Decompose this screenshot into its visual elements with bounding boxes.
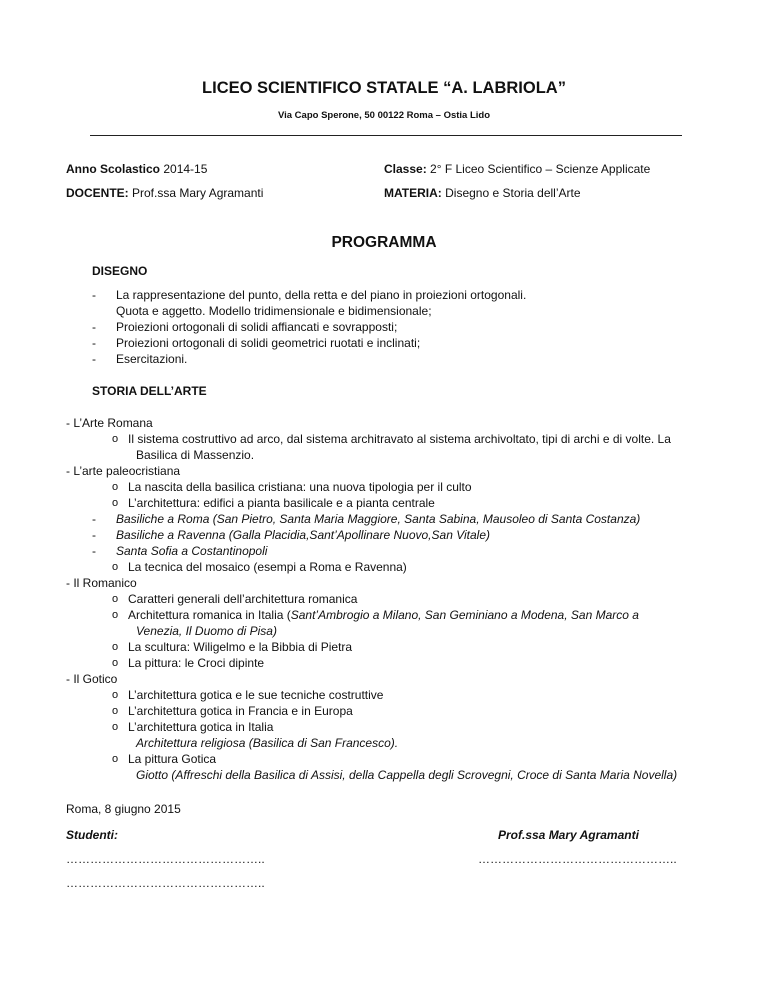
docente-label: DOCENTE: <box>66 186 129 200</box>
classe-value: 2° F Liceo Scientifico – Scienze Applicate <box>426 162 651 176</box>
list-item: L’architettura gotica in Francia e in Europa <box>128 704 353 718</box>
list-item: Architettura religiosa (Basilica di San Francesco). <box>136 736 399 750</box>
teacher-name: Prof.ssa Mary Agramanti <box>498 828 639 842</box>
list-item: La pittura: le Croci dipinte <box>128 656 265 670</box>
list-item: La pittura Gotica <box>128 752 217 766</box>
circle-bullet: o <box>112 753 119 765</box>
list-item <box>128 608 639 622</box>
circle-bullet: o <box>112 593 119 605</box>
student-signature-line: ………………………………………….. <box>66 852 265 866</box>
list-item: La scultura: Wiligelmo e la Bibbia di Pietra <box>128 640 353 654</box>
list-item: La nascita della basilica cristiana: una nuova tipologia per il culto <box>128 480 472 494</box>
materia-value: Disegno e Storia dell’Arte <box>441 186 581 200</box>
date: Roma, 8 giugno 2015 <box>66 802 181 816</box>
school-name: LICEO SCIENTIFICO STATALE “A. LABRIOLA” <box>202 79 566 97</box>
circle-bullet: o <box>112 481 119 493</box>
list-item: Basiliche a Ravenna (Galla Placidia,Sant’Apollinare Nuovo,San Vitale) <box>116 528 490 542</box>
disegno-item: Quota e aggetto. Modello tridimensionale e bidimensionale; <box>116 304 432 318</box>
circle-bullet: o <box>112 497 119 509</box>
disegno-dash: - <box>92 352 96 366</box>
list-item: La tecnica del mosaico (esempi a Roma e Ravenna) <box>128 560 407 574</box>
disegno-item: Proiezioni ortogonali di solidi geometrici ruotati e inclinati; <box>116 336 421 350</box>
student-signature-line: ………………………………………….. <box>66 876 265 890</box>
docente <box>66 186 263 200</box>
anno-value: 2014-15 <box>160 162 208 176</box>
list-item: Basiliche a Roma (San Pietro, Santa Maria Maggiore, Santa Sabina, Mausoleo di Santa Costanza) <box>116 512 641 526</box>
list-item-plain: Architettura romanica in Italia ( <box>128 608 291 622</box>
anno-label: Anno Scolastico <box>66 162 161 176</box>
disegno-item: Esercitazioni. <box>116 352 188 366</box>
disegno-item: Proiezioni ortogonali di solidi affiancati e sovrapposti; <box>116 320 398 334</box>
disegno-heading: DISEGNO <box>92 264 148 278</box>
programma-title: PROGRAMMA <box>331 234 437 251</box>
list-item: L’architettura: edifici a pianta basilicale e a pianta centrale <box>128 496 435 510</box>
anno-scolastico <box>66 162 207 176</box>
circle-bullet: o <box>112 721 119 733</box>
docente-value: Prof.ssa Mary Agramanti <box>128 186 264 200</box>
list-item: Giotto (Affreschi della Basilica di Assisi, della Cappella degli Scrovegni, Croce di Santa Maria Novella) <box>136 768 678 782</box>
storia-heading: STORIA DELL’ARTE <box>92 384 207 398</box>
classe <box>384 162 650 176</box>
teacher-signature-line: ………………………………………….. <box>478 852 677 866</box>
circle-bullet: o <box>112 433 119 445</box>
section-arte-paleocristiana: - L’arte paleocristiana <box>66 464 181 478</box>
dash-bullet: - <box>92 544 96 558</box>
list-item-italic: Sant’Ambrogio a Milano, San Geminiano a Modena, San Marco a <box>290 608 639 622</box>
list-item: L’architettura gotica in Italia <box>128 720 274 734</box>
circle-bullet: o <box>112 657 119 669</box>
header-divider <box>90 135 682 136</box>
list-item: Santa Sofia a Costantinopoli <box>116 544 268 558</box>
disegno-dash: - <box>92 320 96 334</box>
circle-bullet: o <box>112 609 119 621</box>
circle-bullet: o <box>112 641 119 653</box>
dash-bullet: - <box>92 528 96 542</box>
list-item: Basilica di Massenzio. <box>136 448 255 462</box>
school-address: Via Capo Sperone, 50 00122 Roma – Ostia Lido <box>277 110 491 121</box>
list-item: Caratteri generali dell’architettura romanica <box>128 592 358 606</box>
list-item: L’architettura gotica e le sue tecniche costruttive <box>128 688 384 702</box>
section-arte-romana: - L’Arte Romana <box>66 416 153 430</box>
section-gotico: - Il Gotico <box>66 672 118 686</box>
materia-label: MATERIA: <box>384 186 442 200</box>
circle-bullet: o <box>112 561 119 573</box>
materia <box>384 186 581 200</box>
disegno-dash: - <box>92 288 96 302</box>
list-item: Il sistema costruttivo ad arco, dal sistema architravato al sistema archivoltato, tipi di archi e di volte. La <box>128 432 671 446</box>
studenti-label: Studenti: <box>66 828 118 842</box>
circle-bullet: o <box>112 689 119 701</box>
classe-label: Classe: <box>384 162 427 176</box>
disegno-dash: - <box>92 336 96 350</box>
section-romanico: - Il Romanico <box>66 576 137 590</box>
list-item: Venezia, Il Duomo di Pisa) <box>136 624 277 638</box>
disegno-item: La rappresentazione del punto, della retta e del piano in proiezioni ortogonali. <box>116 288 527 302</box>
dash-bullet: - <box>92 512 96 526</box>
circle-bullet: o <box>112 705 119 717</box>
